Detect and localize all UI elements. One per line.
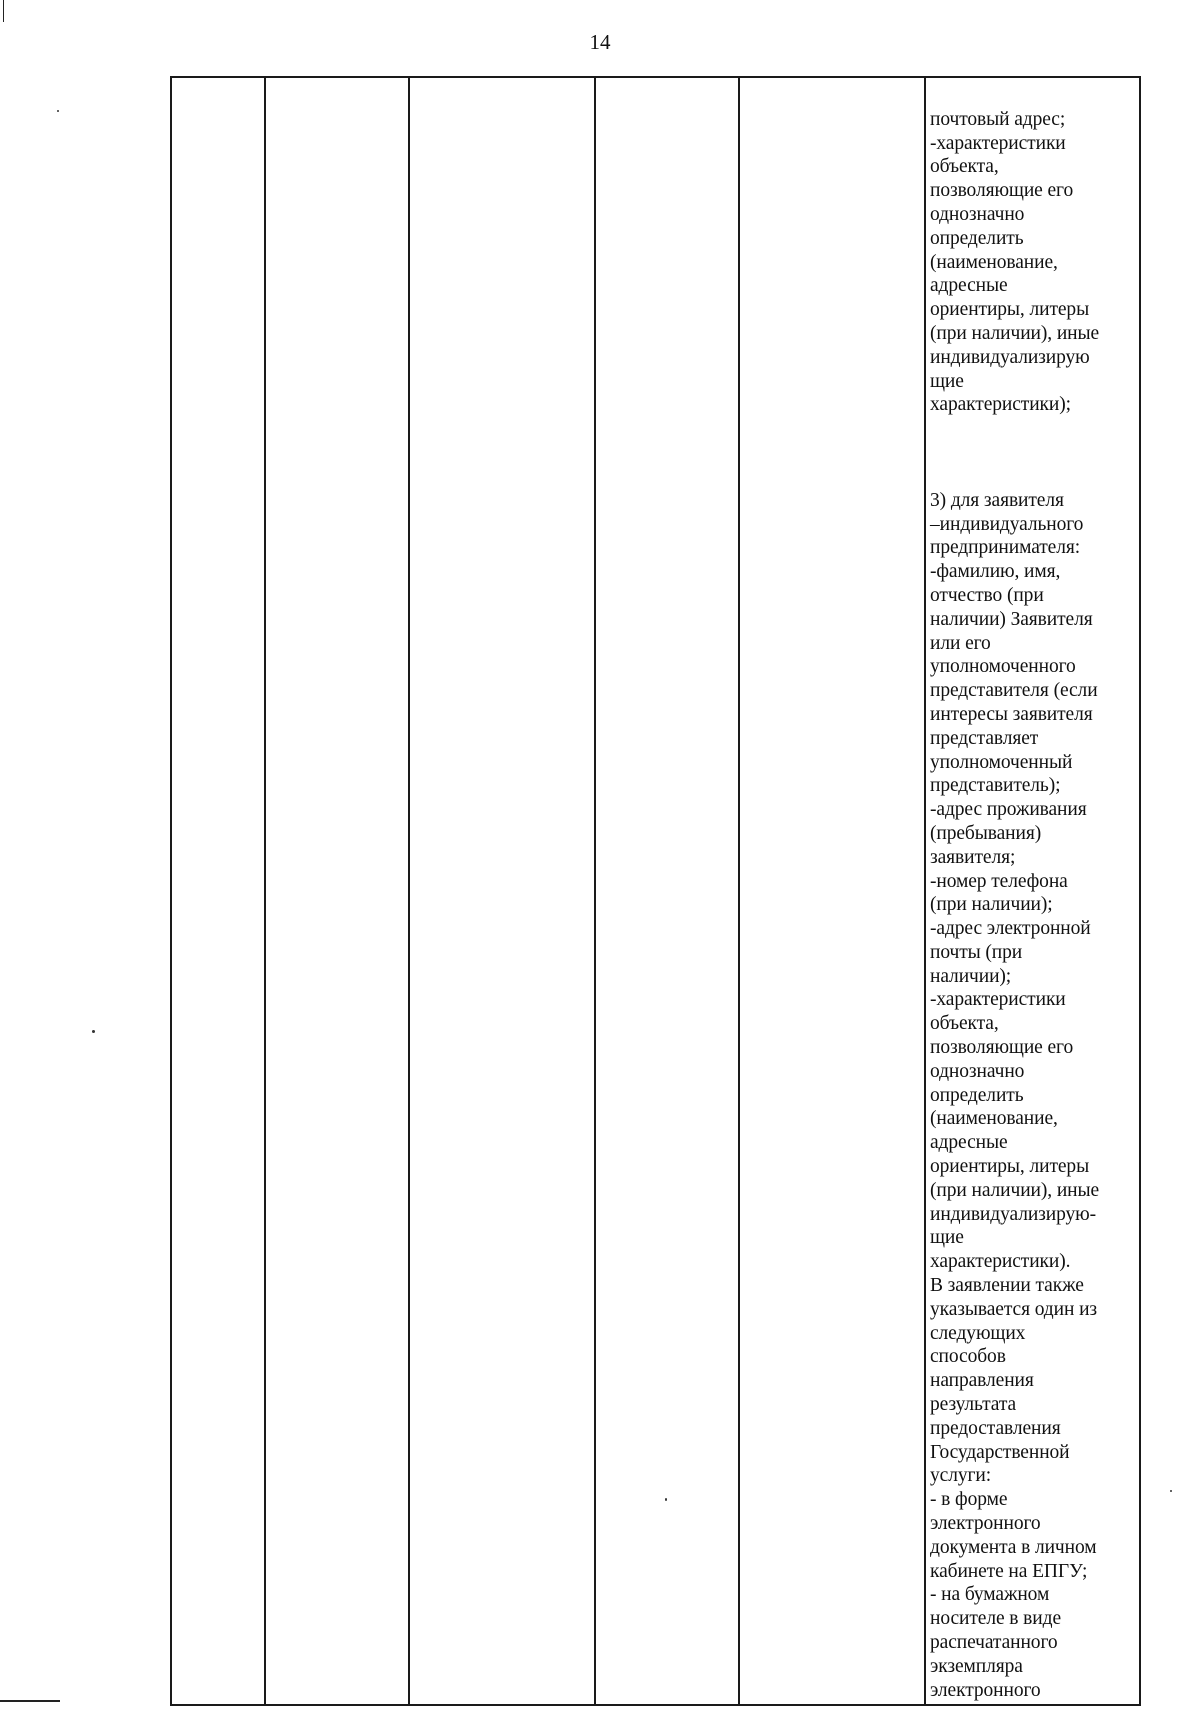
page-number: 14 [589,30,611,54]
scan-speck [665,1498,667,1501]
scan-speck [1170,1490,1172,1492]
scan-edge-mark [3,0,4,22]
document-table [170,76,1141,1706]
scan-speck [57,110,59,112]
column-divider [264,78,266,1704]
column-divider [408,78,410,1704]
column-divider [594,78,596,1704]
paragraph-gap [930,441,1135,465]
cell-paragraph: 3) для заявителя –индивидуального предпринимателя: -фамилию, имя, отчество (при наличии) Заявителя или его уполномоченного представителя (если интересы заявителя представляет уполномоченный представитель); -адрес проживания (пребывания) заявителя; -номер телефона (при наличии); -адрес электронной почты (при наличии); -характеристики объекта, позволяющие его однозначно определить (наименование, адресные ориентиры, литеры (при наличии), иные индивидуализирую- щие характеристики). В заявлении также указывается один из следующих способов направления результата предоставления Государственной услуги: - в форме электронного документа в личном кабинете на ЕПГУ; - на бумажном носителе в виде распечатанного экземпляра электронного [930,489,1100,1701]
cell-paragraph: почтовый адрес; -характеристики объекта, позволяющие его однозначно определить (наименование, адресные ориентиры, литеры (при наличии), иные индивидуализирую щие характеристики); [930,108,1100,416]
column-divider [924,78,926,1704]
scan-edge-mark [0,1700,60,1702]
scan-speck [92,1030,95,1033]
last-column-cell [930,84,1135,1726]
column-divider [738,78,740,1704]
